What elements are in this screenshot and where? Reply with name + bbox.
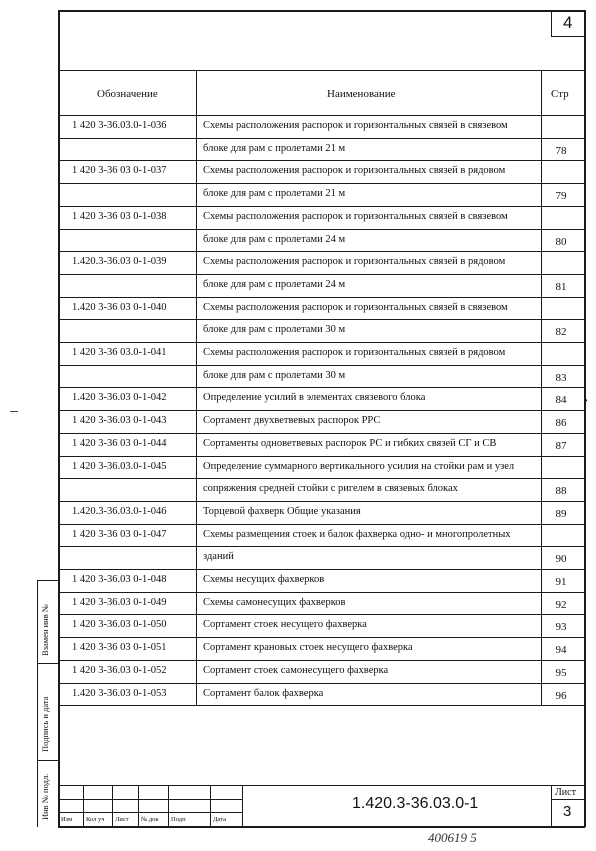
row-page: 82 — [555, 326, 567, 339]
row-name: Схемы расположения распорок и горизонтальных связей в связевом — [203, 120, 508, 131]
sheet-box-mid — [551, 799, 585, 800]
row-page: 80 — [555, 235, 567, 248]
row-page: 92 — [555, 598, 567, 611]
row-code: 1.420.3-36.03 0-1-039 — [72, 256, 167, 268]
title-block-col-divider — [210, 785, 211, 827]
title-block-col-divider — [138, 785, 139, 827]
row-name: Сортаменты одноветвевых распорок РС и гибких связей СГ и СВ — [203, 437, 497, 449]
row-page: 87 — [555, 439, 567, 452]
header-bottom-line — [59, 115, 584, 116]
row-line — [59, 614, 584, 615]
row-line — [59, 251, 584, 252]
row-name: блоке для рам с пролетами 21 м — [203, 142, 346, 154]
row-name: Схемы расположения распорок и горизонтальных связей в рядовом — [203, 165, 506, 177]
row-name: блоке для рам с пролетами 30 м — [203, 324, 346, 336]
row-name: Схемы расположения распорок и горизонтальных связей в рядовом — [203, 256, 506, 268]
scan-mark-right: › — [584, 392, 588, 406]
row-line — [59, 206, 584, 207]
row-name: Торцевой фахверк Общие указания — [203, 505, 361, 517]
side-strip-div1 — [37, 663, 59, 664]
row-line — [59, 660, 584, 661]
handwritten-note: 400619 5 — [428, 830, 477, 845]
title-block-col-divider — [83, 785, 84, 827]
side-label-signature-date: Подпись и дата — [40, 696, 50, 752]
title-block-col-label: Подп — [171, 816, 186, 823]
row-name: Схемы самонесущих фахверков — [203, 596, 346, 608]
corner-box-left — [551, 10, 552, 36]
row-name: блоке для рам с пролетами 24 м — [203, 233, 346, 245]
row-line — [59, 183, 584, 184]
row-name: Схемы расположения распорок и горизонтальных связей в связевом — [203, 210, 508, 222]
row-code: 1 420 3-36 03 0-1-037 — [72, 165, 167, 177]
title-block-rowline-2 — [58, 812, 242, 813]
row-code: 1 420 3-36 03 0-1-051 — [72, 642, 167, 654]
row-name: блоке для рам с пролетами 21 м — [203, 188, 346, 200]
row-code: 1 420 3-36.03.0-1-045 — [72, 460, 167, 472]
row-line — [59, 160, 584, 161]
row-line — [59, 410, 584, 411]
row-page: 95 — [555, 666, 567, 679]
row-code: 1.420.3-36.03.0-1-046 — [72, 505, 167, 517]
row-code: 1 420 3-36.03 0-1-050 — [72, 619, 167, 631]
row-code: 1.420 3-36 03 0-1-040 — [72, 301, 167, 313]
designation: 1.420.3-36.03.0-1 — [352, 795, 479, 812]
side-label-inv-original: Инв № подл. — [40, 773, 50, 820]
header-page: Стр — [551, 88, 569, 100]
corner-sheet-number: 4 — [563, 13, 573, 32]
row-code: 1 420 3-36.03.0-1-036 — [72, 120, 167, 131]
row-line — [59, 569, 584, 570]
row-page: 93 — [555, 621, 567, 634]
row-line — [59, 524, 584, 525]
row-line — [59, 365, 584, 366]
row-name: Сортамент двухветвевых распорок РРС — [203, 415, 381, 427]
row-line — [59, 501, 584, 502]
row-page: 79 — [555, 190, 567, 203]
row-code: 1 420 3-36.03 0-1-049 — [72, 596, 167, 608]
row-name: блоке для рам с пролетами 24 м — [203, 278, 346, 290]
row-page: 88 — [555, 485, 567, 498]
row-line — [59, 229, 584, 230]
title-block-col-divider — [168, 785, 169, 827]
title-block-col-label: Изм — [61, 816, 73, 823]
row-name: блоке для рам с пролетами 30 м — [203, 369, 346, 381]
row-line — [59, 705, 584, 706]
side-strip-div2 — [37, 760, 59, 761]
row-name: Определение суммарного вертикального усилия на стойки рам и узел — [203, 460, 515, 472]
sheet-label: Лист — [555, 787, 576, 798]
sheet-box-left — [551, 785, 552, 827]
title-block-col-label: Лист — [115, 816, 129, 823]
title-block-right-divider — [242, 785, 243, 827]
row-name: Определение усилий в элементах связевого блока — [203, 392, 426, 404]
row-code: 1 420 3-36 03 0-1-044 — [72, 437, 167, 449]
title-block-col-divider — [112, 785, 113, 827]
title-block-rowline-1 — [58, 799, 242, 800]
row-name: Сортамент стоек самонесущего фахверка — [203, 664, 389, 676]
row-name: Сортамент крановых стоек несущего фахверка — [203, 642, 413, 654]
scan-mark-left — [10, 411, 18, 412]
row-line — [59, 456, 584, 457]
row-code: 1 420 3-36.03 0-1-052 — [72, 664, 167, 676]
row-line — [59, 297, 584, 298]
row-line — [59, 342, 584, 343]
row-page: 86 — [555, 417, 567, 430]
row-name: Схемы несущих фахверков — [203, 574, 325, 585]
side-strip-left — [37, 580, 38, 827]
sheet-number: 3 — [563, 803, 572, 820]
corner-box-bottom — [551, 36, 585, 37]
row-name: сопряжения средней стойки с ригелем в связевых блоках — [203, 483, 458, 495]
title-block-col-label: Кол уч — [86, 816, 105, 823]
row-code: 1 420 3-36.03 0-1-043 — [72, 415, 167, 427]
row-code: 1 420 3-36 03 0-1-038 — [72, 210, 167, 222]
row-line — [59, 592, 584, 593]
row-name: Схемы размещения стоек и балок фахверка одно- и многопролетных — [203, 528, 511, 540]
row-name: Сортамент балок фахверка — [203, 687, 324, 699]
row-code: 1 420 3-36.03 0-1-048 — [72, 574, 167, 585]
row-code: 1.420 3-36.03 0-1-042 — [72, 392, 167, 404]
row-page: 78 — [555, 144, 567, 157]
row-name: Схемы расположения распорок и горизонтальных связей в связевом — [203, 301, 508, 313]
title-block-col-label: № док — [141, 816, 159, 823]
row-line — [59, 637, 584, 638]
row-code: 1 420 3-36 03.0-1-041 — [72, 347, 167, 358]
row-code: 1.420 3-36.03 0-1-053 — [72, 687, 167, 699]
row-page: 90 — [555, 553, 567, 566]
row-line — [59, 478, 584, 479]
row-page: 84 — [555, 394, 567, 407]
row-name: зданий — [203, 551, 234, 563]
row-line — [59, 138, 584, 139]
row-line — [59, 274, 584, 275]
frame-top — [58, 10, 585, 12]
row-line — [59, 546, 584, 547]
title-block-col-label: Дата — [213, 816, 226, 823]
row-page: 83 — [555, 371, 567, 384]
row-page: 81 — [555, 280, 567, 293]
side-label-replace-inv: Взамен инв № — [40, 604, 50, 656]
row-line — [59, 433, 584, 434]
row-line — [59, 387, 584, 388]
row-name: Сортамент стоек несущего фахверка — [203, 619, 367, 631]
row-code: 1 420 3-36 03 0-1-047 — [72, 528, 167, 540]
row-line — [59, 319, 584, 320]
table-top-line — [59, 70, 584, 71]
side-strip-top — [37, 580, 59, 581]
row-page: 94 — [555, 644, 567, 657]
row-line — [59, 683, 584, 684]
row-page: 89 — [555, 507, 567, 520]
header-name: Наименование — [327, 88, 396, 100]
frame-right — [584, 10, 586, 827]
row-name: Схемы расположения распорок и горизонтальных связей в рядовом — [203, 347, 506, 358]
header-code: Обозначение — [97, 88, 158, 100]
row-page: 96 — [555, 689, 567, 702]
row-page: 91 — [555, 576, 567, 588]
